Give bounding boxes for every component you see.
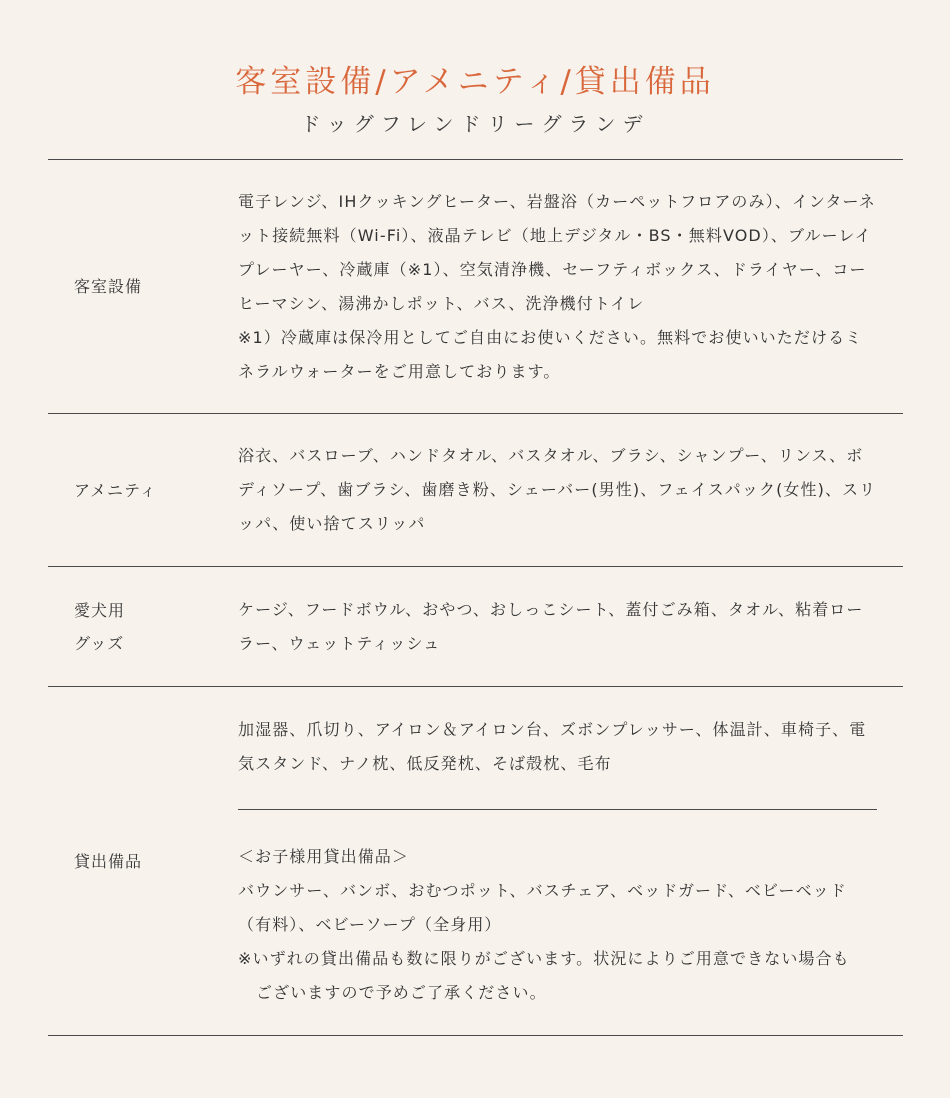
- equipment-note: ※1）冷蔵庫は保冷用としてご自由にお使いください。無料でお使いいただけるミネラルウォーターをご用意しております。: [238, 327, 863, 381]
- row-body-dog-goods: [238, 593, 878, 661]
- equipment-list: 電子レンジ、IHクッキングヒーター、岩盤浴（カーペットフロアのみ）、インターネット接続無料（Wi-Fi）、液晶テレビ（地上デジタル・BS・無料VOD）、ブルーレイプレーヤー、冷蔵庫（※1）、空気清浄機、セーフティボックス、ドライヤー、コーヒーマシン、湯沸かしポット、バス、洗浄機付トイレ: [238, 191, 876, 313]
- row-body-room-equipment: [238, 185, 878, 389]
- row-label-dog-goods: 愛犬用 グッズ: [74, 600, 126, 653]
- amenities-list: 浴衣、バスローブ、ハンドタオル、バスタオル、ブラシ、シャンプー、リンス、ボディソープ、歯ブラシ、歯磨き粉、シェーバー(男性)、フェイスパック(女性)、スリッパ、使い捨てスリッパ: [238, 446, 877, 533]
- rental-divider: [238, 809, 877, 810]
- facilities-table: [48, 159, 903, 1036]
- row-label-amenities: アメニティ: [74, 480, 157, 500]
- row-body-rental-items: [238, 713, 878, 1010]
- rental-note-first: ※いずれの貸出備品も数に限りがございます。状況によりご用意できない場合も: [238, 948, 850, 968]
- row-label-room-equipment: 客室設備: [74, 277, 143, 296]
- rental-list: 加湿器、爪切り、アイロン＆アイロン台、ズボンプレッサー、体温計、車椅子、電気スタンド、ナノ枕、低反発枕、そば殻枕、毛布: [238, 719, 867, 773]
- page-title: 客室設備/アメニティ/貸出備品: [235, 64, 715, 100]
- row-amenities: [48, 414, 903, 567]
- row-dog-goods: [48, 567, 903, 687]
- dog-goods-list: ケージ、フードボウル、おやつ、おしっこシート、蓋付ごみ箱、タオル、粘着ローラー、ウェットティッシュ: [238, 599, 864, 653]
- row-label-rental-items: 貸出備品: [74, 851, 143, 871]
- row-body-amenities: [238, 439, 878, 541]
- kids-rental-heading: ＜お子様用貸出備品＞: [238, 846, 410, 866]
- page-subtitle: ドッグフレンドリーグランデ: [300, 112, 650, 136]
- kids-rental-list: バウンサー、バンボ、おむつポット、バスチェア、ベッドガード、ベビーベッド（有料）、ベビーソープ（全身用）: [238, 880, 847, 934]
- rental-note-rest: ございますので予めご了承ください。: [256, 982, 547, 1002]
- row-rental-items: [48, 687, 903, 1036]
- row-room-equipment: [48, 160, 903, 414]
